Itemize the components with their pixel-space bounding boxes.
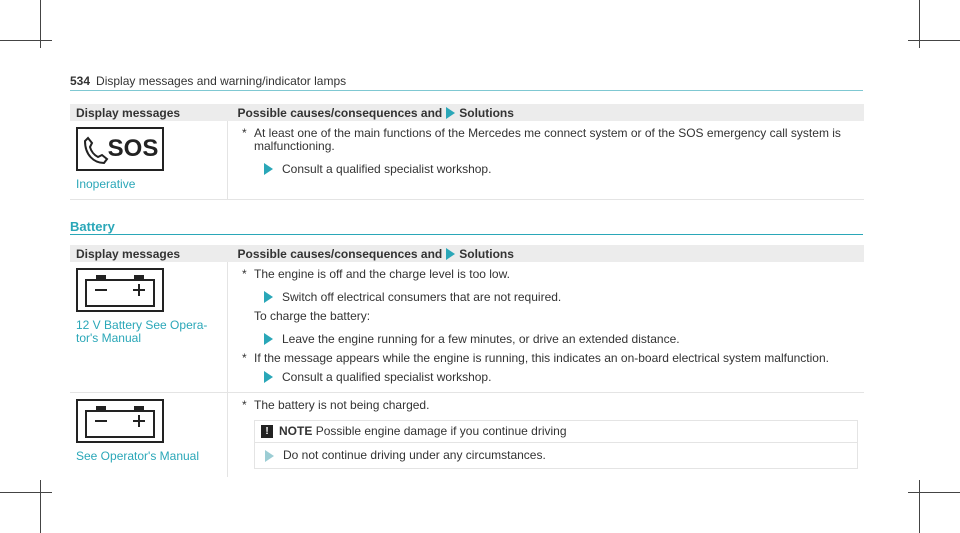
cause-line: * The engine is off and the charge level is too low. [242,267,510,281]
col-display-messages: Display messages [70,104,228,121]
crop-mark [908,492,960,493]
cause-line: * The battery is not being charged. [242,398,430,412]
play-arrow-icon [446,107,455,119]
note-box [254,420,858,469]
cause-cell [228,393,865,478]
crop-mark [908,40,960,41]
solution-step: Consult a qualified specialist workshop. [238,163,864,176]
page-header [70,74,346,88]
section-rule [70,234,863,235]
play-arrow-icon [265,450,274,462]
battery-table [70,245,864,477]
crop-mark [40,480,41,533]
sos-phone-icon [76,127,164,171]
play-arrow-icon [446,248,455,260]
play-arrow-icon [264,333,273,345]
table-row [70,262,864,393]
page-title: Display messages and warning/indicator lamps [96,74,347,88]
solution-step: Consult a qualified specialist workshop. [238,371,864,384]
header-rule [70,90,863,91]
battery-icon [76,399,164,443]
col-causes-prefix: Possible causes/consequences and [237,246,443,261]
col-causes [228,245,865,262]
col-causes-suffix: Solutions [459,105,514,120]
sos-table [70,104,864,200]
col-causes-prefix: Possible causes/consequences and [237,105,443,120]
crop-mark [0,40,52,41]
play-arrow-icon [264,163,273,175]
cause-line: * If the message appears while the engine is running, this indicates an on-board electrical system malfunction. [242,351,829,365]
col-display-messages: Display messages [70,245,228,262]
table-header-row [70,245,864,262]
note-title: NOTE [279,424,313,438]
message-text: See Operator's Manual [76,449,200,463]
table-row [70,393,864,478]
col-causes-suffix: Solutions [459,246,514,261]
note-header [255,421,857,443]
cause-cell [228,262,865,393]
charge-intro: To charge the battery: [254,309,371,323]
col-causes [228,104,865,121]
play-arrow-icon [264,371,273,383]
display-message-cell [70,393,228,478]
battery-icon [76,268,164,312]
cause-line: * At least one of the main functions of the Mercedes me connect system or of the SOS emergency call system is malfunctioning. [242,126,841,153]
crop-mark [919,480,920,533]
message-text: 12 V Battery See Opera- tor's Manual [76,318,208,345]
display-message-cell [70,262,228,393]
section-title: Battery [70,219,115,234]
table-row [70,121,864,200]
table-header-row [70,104,864,121]
cause-cell [228,121,865,200]
warning-icon: ! [261,425,273,438]
solution-step: Leave the engine running for a few minutes, or drive an extended distance. [238,333,864,346]
solution-step: Switch off electrical consumers that are not required. [238,291,864,304]
sos-icon-text: SOS [107,135,159,162]
play-arrow-icon [264,291,273,303]
message-text: Inoperative [76,177,136,191]
note-action: Do not continue driving under any circumstances. [255,443,857,468]
page-number: 534 [70,74,91,88]
display-message-cell [70,121,228,200]
note-text: Possible engine damage if you continue driving [315,424,567,438]
crop-mark [0,492,52,493]
